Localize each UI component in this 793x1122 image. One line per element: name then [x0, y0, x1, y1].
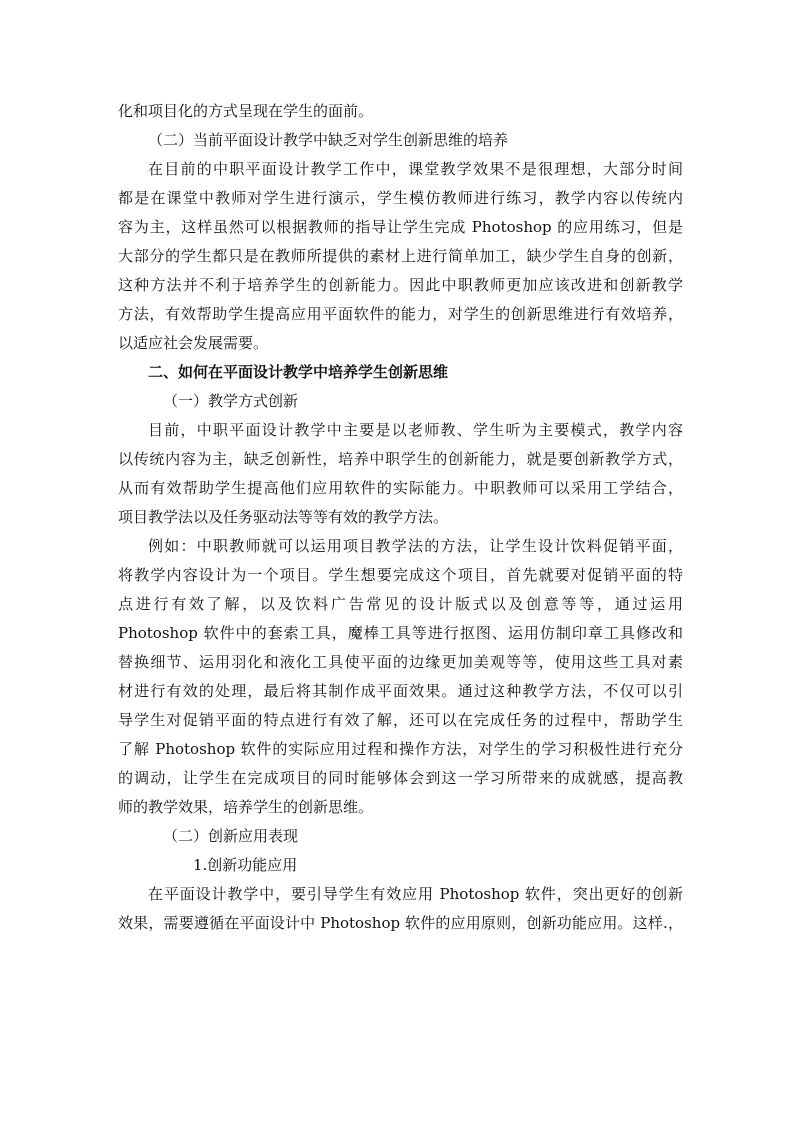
paragraph-line: 目前，中职平面设计教学中主要是以老师教、学生听为主要模式，教学内容 [148, 421, 683, 439]
subsection-heading: （二）当前平面设计教学中缺乏对学生创新思维的培养 [148, 131, 509, 149]
paragraph-line: 在平面设计教学中，要引导学生有效应用 Photoshop 软件，突出更好的创新 [148, 885, 683, 903]
section-heading: 二、如何在平面设计教学中培养学生创新思维 [148, 363, 449, 381]
paragraph-line: 的调动，让学生在完成项目的同时能够体会到这一学习所带来的成就感，提高教 [118, 769, 683, 787]
paragraph-line: 点进行有效了解，以及饮料广告常见的设计版式以及创意等等，通过运用 [118, 595, 683, 613]
paragraph-line: 化和项目化的方式呈现在学生的面前。 [118, 102, 374, 120]
paragraph-line: 项目教学法以及任务驱动法等等有效的教学方法。 [118, 508, 449, 526]
paragraph-line: 方法，有效帮助学生提高应用平面软件的能力，对学生的创新思维进行有效培养， [118, 305, 683, 323]
document-body [118, 97, 683, 938]
paragraph-line: 了解 Photoshop 软件的实际应用过程和操作方法，对学生的学习积极性进行充分 [118, 740, 683, 758]
paragraph-line: 容为主，这样虽然可以根据教师的指导让学生完成 Photoshop 的应用练习，但是 [118, 218, 683, 236]
paragraph-line: 从而有效帮助学生提高他们应用软件的实际能力。中职教师可以采用工学结合， [118, 479, 683, 497]
paragraph-line: 例如：中职教师就可以运用项目教学法的方法，让学生设计饮料促销平面， [148, 537, 683, 555]
paragraph-line: 在目前的中职平面设计教学工作中，课堂教学效果不是很理想，大部分时间 [148, 160, 683, 178]
paragraph-line: 以传统内容为主，缺乏创新性，培养中职学生的创新能力，就是要创新教学方式， [118, 450, 683, 468]
subsection-heading: （一）教学方式创新 [163, 392, 299, 410]
paragraph-line: 大部分的学生都只是在教师所提供的素材上进行简单加工，缺少学生自身的创新， [118, 247, 683, 265]
paragraph-line: 将教学内容设计为一个项目。学生想要完成这个项目，首先就要对促销平面的特 [118, 566, 683, 584]
paragraph-line: 以适应社会发展需要。 [118, 334, 269, 352]
paragraph-line: 这种方法并不利于培养学生的创新能力。因此中职教师更加应该改进和创新教学 [118, 276, 683, 294]
paragraph-line: 材进行有效的处理，最后将其制作成平面效果。通过这种教学方法，不仅可以引 [118, 682, 683, 700]
paragraph-line: 效果，需要遵循在平面设计中 Photoshop 软件的应用原则，创新功能应用。这样.， [118, 914, 683, 932]
paragraph-line: 都是在课堂中教师对学生进行演示，学生模仿教师进行练习，教学内容以传统内 [118, 189, 683, 207]
paragraph-line: 替换细节、运用羽化和液化工具使平面的边缘更加美观等等，使用这些工具对素 [118, 653, 683, 671]
paragraph-line: Photoshop 软件中的套索工具，魔棒工具等进行抠图、运用仿制印章工具修改和 [118, 624, 683, 642]
paragraph-line: 师的教学效果，培养学生的创新思维。 [118, 798, 374, 816]
subsection-heading: （二）创新应用表现 [163, 827, 299, 845]
paragraph-line: 导学生对促销平面的特点进行有效了解，还可以在完成任务的过程中，帮助学生 [118, 711, 683, 729]
sub-subsection-heading: 1.创新功能应用 [193, 856, 298, 874]
